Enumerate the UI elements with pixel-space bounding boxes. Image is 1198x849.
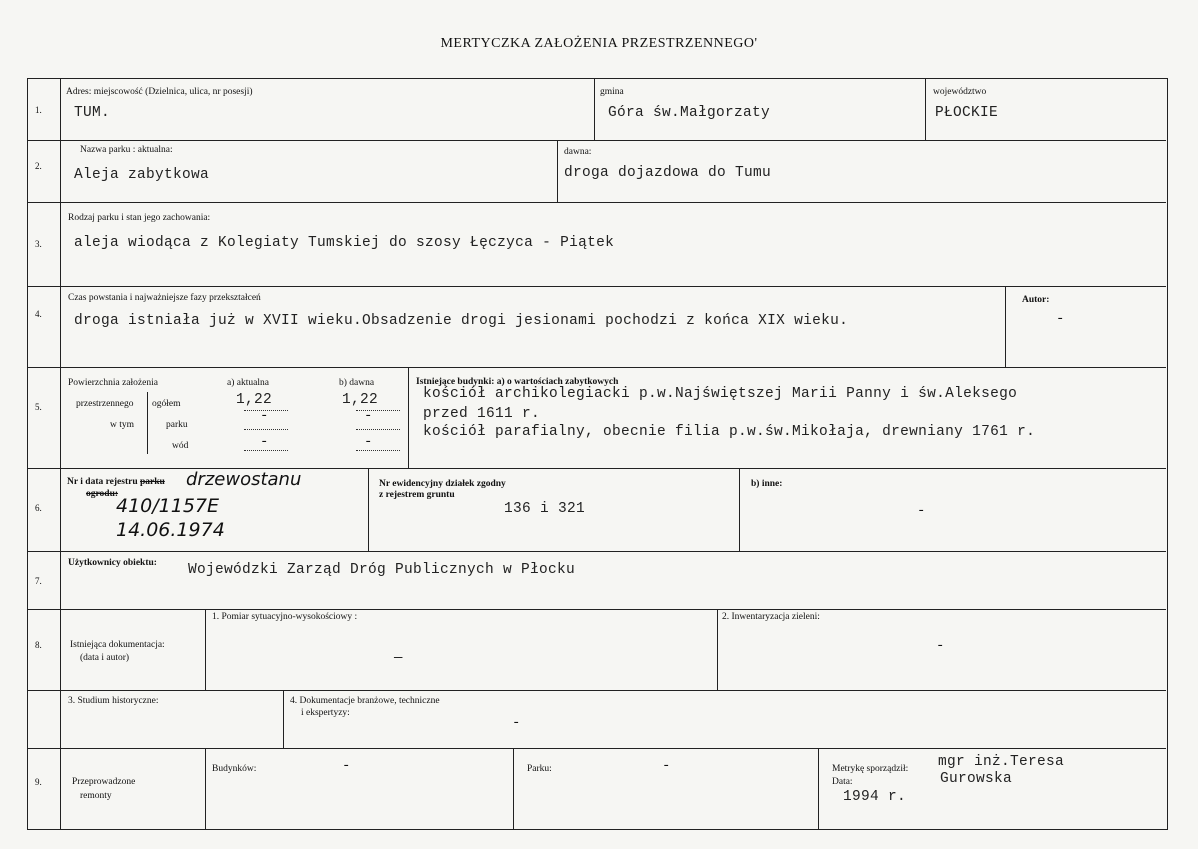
row-number: 8. [35,640,42,650]
other-value: - [917,503,926,519]
buildings-line-1: kościół archikolegiacki p.w.Najświętszej Marii Panny i św.Aleksego [423,386,1018,402]
technical-docs-label-1: 4. Dokumentacje branżowe, techniczne [290,696,440,706]
row-8 [28,609,1166,690]
address-value: TUM. [74,105,111,121]
page-title: MERTYCZKA ZAŁOŻENIA PRZESTRZENNEGO' [440,36,758,51]
parcel-label-2: z rejestrem gruntu [379,490,455,500]
users-label: Użytkownicy obiektu: [68,558,157,568]
row-number: 9. [35,777,42,787]
area-current-water: - [260,434,269,450]
row-number: 3. [35,239,42,249]
park-repairs-value: - [662,758,671,774]
park-name-label: Nazwa parku : aktualna: [80,145,173,155]
register-handwritten-date: 14.06.1974 [116,519,225,541]
row-number: 1. [35,105,42,115]
register-handwritten-top: drzewostanu [186,469,302,490]
author-value: - [1056,311,1065,327]
row-9 [28,748,1166,829]
area-label-przestrzennego: przestrzennego [76,399,134,409]
row-number: 4. [35,309,42,319]
register-label [67,477,165,488]
users-value: Wojewódzki Zarząd Dróg Publicznych w Płocku [188,562,576,578]
survey-value: — [394,650,403,666]
greenery-label: 2. Inwentaryzacja zieleni: [722,612,820,622]
repairs-sub-label: remonty [80,791,112,801]
area-former-park: - [364,408,373,424]
wojewodztwo-label: województwo [933,87,987,97]
historical-study-label: 3. Studium historyczne: [68,696,159,706]
documentation-label: Istniejąca dokumentacja: [70,640,165,650]
park-name-value: Aleja zabytkowa [74,167,210,183]
documentation-sub-label: (data i autor) [80,653,130,663]
register-label-struck: parku [140,477,165,487]
row-8b [28,690,1166,748]
row-7 [28,551,1166,609]
area-label: Powierzchnia założenia [68,378,158,388]
parcel-value: 136 i 321 [504,501,586,517]
wojewodztwo-value: PŁOCKIE [935,105,999,121]
history-value: droga istniała już w XVII wieku.Obsadzenie drogi jesionami pochodzi z końca XIX wieku. [74,313,849,329]
row-5 [28,367,1166,468]
park-type-label: Rodzaj parku i stan jego zachowania: [68,213,211,223]
date-value: 1994 r. [843,789,907,805]
gmina-value: Góra św.Małgorzaty [608,105,771,121]
prepared-by-name-1: mgr inż.Teresa [938,754,1065,770]
buildings-line-3: kościół parafialny, obecnie filia p.w.św.Mikołaja, drewniany 1761 r. [423,424,1036,440]
register-label-ogrodu: ogrodu: [86,489,119,499]
prepared-by-label: Metrykę sporządził: [832,764,909,774]
area-former-water: - [364,434,373,450]
area-current-total: 1,22 [236,392,273,408]
buildings-repairs-label: Budynków: [212,764,257,774]
row-4 [28,286,1166,367]
park-type-value: aleja wiodąca z Kolegiaty Tumskiej do szosy Łęczyca - Piątek [74,235,615,251]
parcel-label-1: Nr ewidencyjny działek zgodny [379,479,506,489]
address-label: Adres: miejscowość (Dzielnica, ulica, nr posesji) [66,87,253,97]
area-former-total: 1,22 [342,392,379,408]
area-wod-label: wód [172,441,189,451]
row-number: 6. [35,503,42,513]
area-ogolem-label: ogółem [152,399,181,409]
old-name-value: droga dojazdowa do Tumu [564,165,772,181]
survey-label: 1. Pomiar sytuacyjno-wysokościowy : [212,612,358,622]
buildings-label: Istniejące budynki: a) o wartościach zabytkowych [416,377,619,387]
form-grid [27,78,1168,830]
greenery-value: - [936,638,945,654]
row-number: 2. [35,161,42,171]
area-former-label: b) dawna [339,378,375,388]
date-label: Data: [832,777,853,787]
area-label-wtym: w tym [110,420,135,430]
register-label-text: Nr i data rejestru [67,477,138,487]
repairs-label: Przeprowadzone [72,777,136,787]
row-1 [28,79,1166,140]
prepared-by-name-2: Gurowska [940,771,1013,787]
technical-docs-value: - [512,715,521,731]
park-repairs-label: Parku: [527,764,552,774]
row-6 [28,468,1166,551]
buildings-repairs-value: - [342,758,351,774]
old-name-label: dawna: [564,147,592,157]
register-handwritten-number: 410/1157E [116,495,220,517]
area-parku-label: parku [166,420,188,430]
area-current-park: - [260,408,269,424]
history-label: Czas powstania i najważniejsze fazy przekształceń [68,293,261,303]
author-label: Autor: [1022,295,1050,305]
row-2 [28,140,1166,202]
buildings-line-2: przed 1611 r. [423,406,541,422]
row-3 [28,202,1166,286]
technical-docs-label-2: i ekspertyzy: [301,708,350,718]
gmina-label: gmina [600,87,624,97]
row-number: 7. [35,576,42,586]
area-current-label: a) aktualna [227,378,269,388]
row-number: 5. [35,402,42,412]
other-label: b) inne: [751,479,783,489]
